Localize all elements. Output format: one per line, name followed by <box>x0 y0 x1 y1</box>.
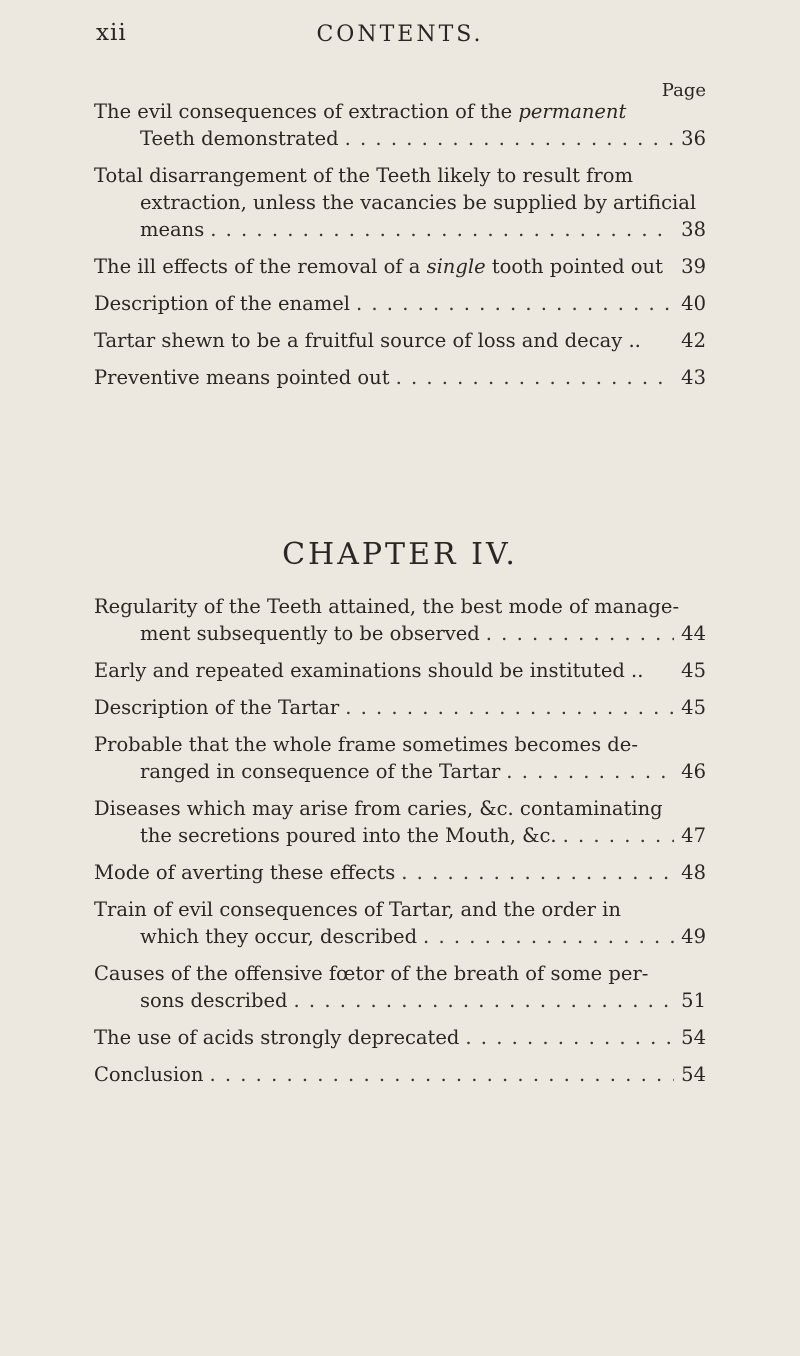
page-number: 51 <box>681 989 706 1012</box>
entry-line: The evil consequences of extraction of the permanent <box>94 100 627 123</box>
dot-leader <box>465 1024 674 1051</box>
entry-line: Regularity of the Teeth attained, the best mode of manage- <box>94 595 680 618</box>
page-number: 48 <box>681 861 706 884</box>
entry-line: Train of evil consequences of Tartar, and the order in <box>94 898 621 921</box>
page-number: 44 <box>681 622 706 645</box>
toc-section-b <box>94 593 706 1098</box>
page-number: 38 <box>681 218 706 241</box>
dot-leader <box>294 987 674 1014</box>
entry-line: Probable that the whole frame sometimes becomes de- <box>94 733 638 756</box>
toc-entry <box>94 1061 706 1088</box>
toc-entry <box>94 694 706 721</box>
entry-last-line: Conclusion . . . 54 <box>94 1061 706 1088</box>
page-number: 54 <box>681 1063 706 1086</box>
page-number: 40 <box>681 292 706 315</box>
entry-last-line: ment subsequently to be observed . . . 44 <box>94 620 706 647</box>
dot-leader <box>401 859 674 886</box>
dot-leader <box>423 923 674 950</box>
page-number: 42 <box>681 329 706 352</box>
dot-leader <box>563 822 674 849</box>
running-head <box>96 20 704 52</box>
page-number: 49 <box>681 925 706 948</box>
toc-entry <box>94 896 706 950</box>
entry-last-line: Tartar shewn to be a fruitful source of loss and decay .. 42 <box>94 329 706 352</box>
entry-last-line: means . . . 38 <box>94 216 706 243</box>
toc-entry <box>94 327 706 354</box>
dot-leader <box>486 620 674 647</box>
page-number: 45 <box>681 659 706 682</box>
entry-last-line: Description of the enamel . . . 40 <box>94 290 706 317</box>
entry-last-line: ranged in consequence of the Tartar . . . 46 <box>94 758 706 785</box>
toc-entry <box>94 1024 706 1051</box>
page-number: 45 <box>681 696 706 719</box>
dot-leader <box>396 364 674 391</box>
page-number: 39 <box>681 255 706 278</box>
dot-leader <box>345 125 674 152</box>
dot-leader <box>210 216 674 243</box>
toc-entry <box>94 162 706 243</box>
toc-entry <box>94 960 706 1014</box>
toc-entry <box>94 98 706 152</box>
entry-last-line: Preventive means pointed out . . . 43 <box>94 364 706 391</box>
entry-last-line: sons described . . . 51 <box>94 987 706 1014</box>
entry-last-line: The ill effects of the removal of a single tooth pointed out 39 <box>94 255 706 278</box>
toc-entry <box>94 364 706 391</box>
page-column-label: Page <box>661 80 706 101</box>
toc-entry <box>94 731 706 785</box>
dot-leader <box>506 758 674 785</box>
toc-entry <box>94 859 706 886</box>
entry-line: extraction, unless the vacancies be supplied by artificial <box>140 191 697 214</box>
entry-last-line: Teeth demonstrated . . . 36 <box>94 125 706 152</box>
chapter-heading: CHAPTER IV. <box>282 537 518 572</box>
entry-line: Causes of the offensive fœtor of the breath of some per- <box>94 962 649 985</box>
toc-section-a <box>94 98 706 401</box>
page-number: 36 <box>681 127 706 150</box>
toc-entry <box>94 290 706 317</box>
page-number: 46 <box>681 760 706 783</box>
page-number: 54 <box>681 1026 706 1049</box>
toc-entry <box>94 795 706 849</box>
entry-last-line: Mode of averting these effects . . . 48 <box>94 859 706 886</box>
entry-line: Diseases which may arise from caries, &c. contaminating <box>94 797 663 820</box>
toc-entry <box>94 657 706 684</box>
page-number: 43 <box>681 366 706 389</box>
entry-last-line: the secretions poured into the Mouth, &c. . . . 47 <box>94 822 706 849</box>
toc-entry <box>94 253 706 280</box>
entry-last-line: which they occur, described . . . 49 <box>94 923 706 950</box>
entry-line: Total disarrangement of the Teeth likely to result from <box>94 164 633 187</box>
dot-leader <box>209 1061 674 1088</box>
entry-last-line: The use of acids strongly deprecated . . . 54 <box>94 1024 706 1051</box>
toc-entry <box>94 593 706 647</box>
dot-leader <box>356 290 674 317</box>
entry-last-line: Early and repeated examinations should be instituted .. 45 <box>94 659 706 682</box>
entry-last-line: Description of the Tartar . . . 45 <box>94 694 706 721</box>
dot-leader <box>345 694 674 721</box>
page-number: 47 <box>681 824 706 847</box>
folio: xii <box>96 20 127 46</box>
running-title: CONTENTS. <box>316 22 484 47</box>
